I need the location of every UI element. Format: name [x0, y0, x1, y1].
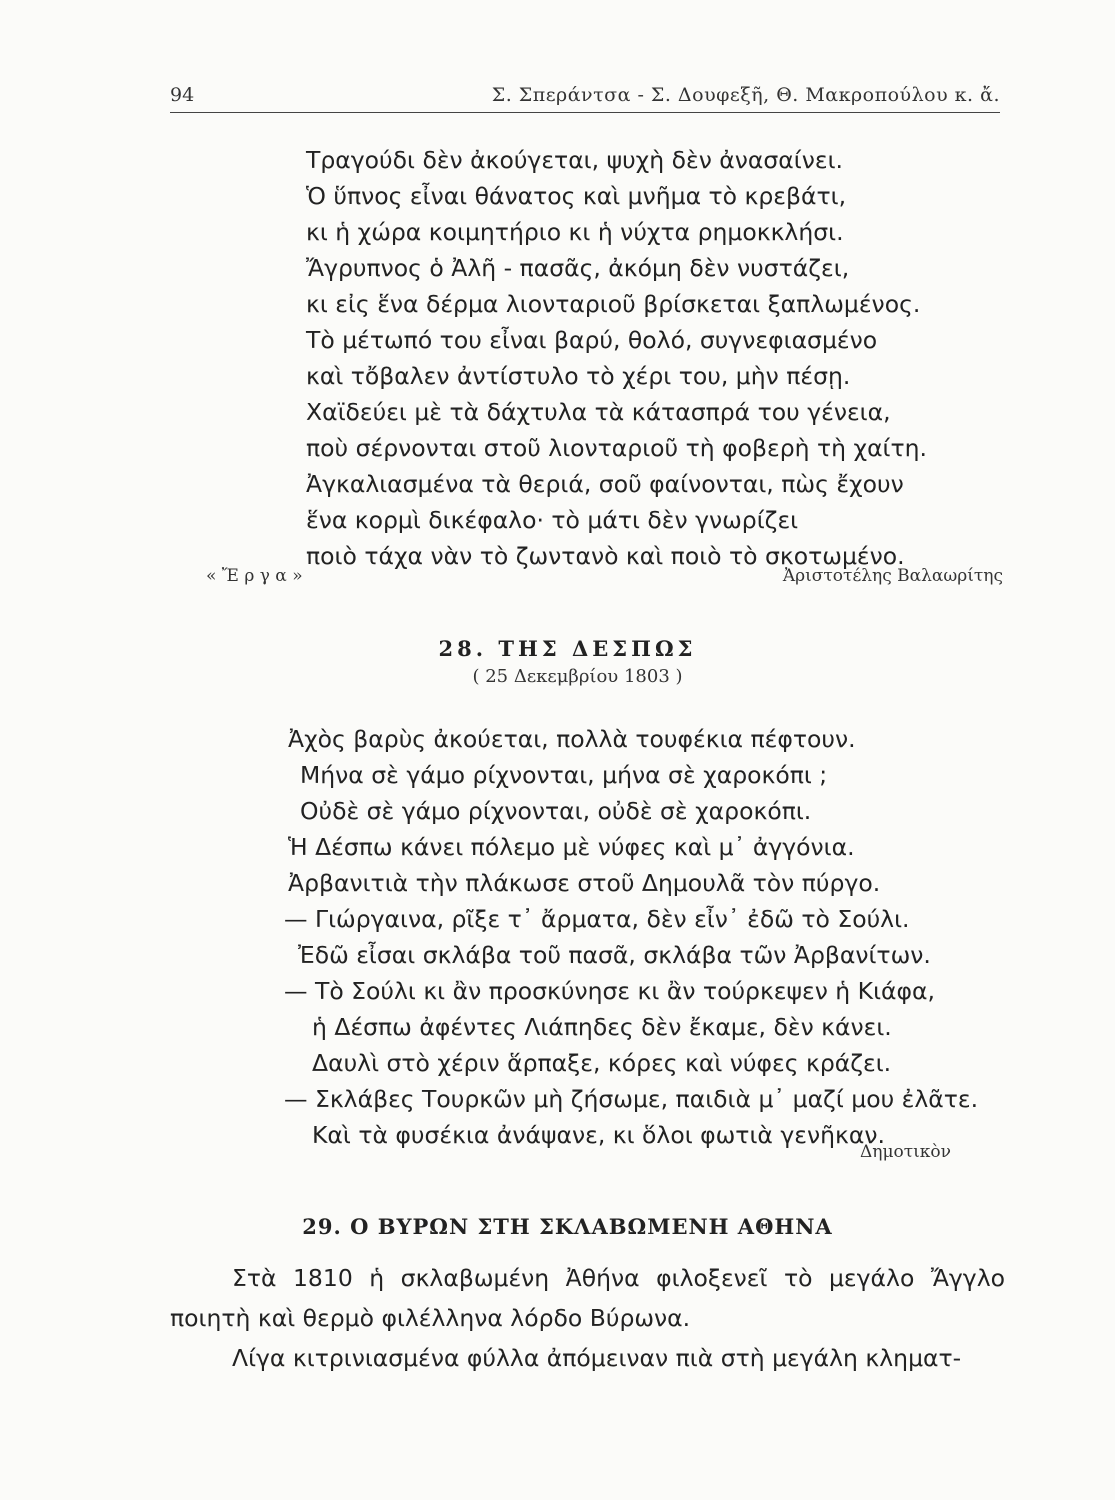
- verse-line: Ἐδῶ εἶσαι σκλάβα τοῦ πασᾶ, σκλάβα τῶν Ἀρβανίτων.: [298, 941, 931, 969]
- verse-line: ἡ Δέσπω ἀφέντες Λιάπηδες δὲν ἔκαμε, δὲν κάνει.: [312, 1013, 892, 1041]
- section-28-title: 28. ΤΗΣ ΔΕΣΠΩΣ: [438, 636, 697, 661]
- verse-line: Ἀγκαλιασμένα τὰ θεριά, σοῦ φαίνονται, πὼς ἔχουν: [306, 470, 904, 498]
- poem2-attribution: Δημοτικὸν: [859, 1142, 951, 1162]
- verse-line: — Γιώργαινα, ρῖξε τ᾽ ἄρματα, δὲν εἶν᾽ ἐδῶ τὸ Σούλι.: [284, 905, 910, 933]
- running-head-authors: Σ. Σπεράντσα - Σ. Δουφεξῆ, Θ. Μακροπούλου κ. ἄ.: [491, 84, 1000, 106]
- section-29-paragraph: Στὰ 1810 ἡ σκλαβωμένη Ἀθήνα φιλοξενεῖ τὸ μεγάλο Ἄγγλο ποιητὴ καὶ θερμὸ φιλέλληνα λόρδο Βύρωνα.: [170, 1264, 1005, 1332]
- verse-line: Οὐδὲ σὲ γάμο ρίχνονται, οὐδὲ σὲ χαροκόπι.: [300, 797, 812, 825]
- verse-line: — Σκλάβες Τουρκῶν μὴ ζήσωμε, παιδιὰ μ᾽ μαζί μου ἐλᾶτε.: [284, 1085, 979, 1113]
- verse-line: — Τὸ Σούλι κι ἂν προσκύνησε κι ἂν τούρκεψεν ἡ Κιάφα,: [284, 977, 935, 1005]
- verse-line: Δαυλὶ στὸ χέριν ἅρπαξε, κόρες καὶ νύφες κράζει.: [312, 1049, 892, 1077]
- verse-line: κι εἰς ἕνα δέρμα λιονταριοῦ βρίσκεται ξαπλωμένος.: [306, 290, 921, 318]
- section-29-paragraph: Λίγα κιτρινιασμένα φύλλα ἀπόμειναν πιὰ στὴ μεγάλη κληματ-: [232, 1344, 962, 1372]
- verse-line: Ὁ ὕπνος εἶναι θάνατος καὶ μνῆμα τὸ κρεβάτι,: [306, 182, 847, 210]
- verse-line: ποὺ σέρνονται στοῦ λιονταριοῦ τὴ φοβερὴ τὴ χαίτη.: [306, 434, 928, 462]
- section-28-subtitle: ( 25 Δεκεμβρίου 1803 ): [472, 666, 683, 687]
- section-29-title: 29. Ο ΒΥΡΩΝ ΣΤΗ ΣΚΛΑΒΩΜΕΝΗ ΑΘΗΝΑ: [302, 1214, 833, 1239]
- running-head: [170, 84, 1000, 110]
- verse-line: κι ἡ χώρα κοιμητήριο κι ἡ νύχτα ρημοκκλήσι.: [306, 218, 844, 246]
- verse-line: Ἀρβανιτιὰ τὴν πλάκωσε στοῦ Δημουλᾶ τὸν πύργο.: [288, 869, 881, 897]
- verse-line: Μήνα σὲ γάμο ρίχνονται, μήνα σὲ χαροκόπι ;: [300, 761, 828, 789]
- verse-line: Καὶ τὰ φυσέκια ἀνάψανε, κι ὅλοι φωτιὰ γενῆκαν.: [312, 1121, 885, 1149]
- poem1-source: « Ἔ ρ γ α »: [206, 566, 303, 586]
- verse-line: Ἄγρυπνος ὁ Ἀλῆ - πασᾶς, ἀκόμη δὲν νυστάζει,: [306, 254, 850, 282]
- verse-line: καὶ τὄβαλεν ἀντίστυλο τὸ χέρι του, μὴν πέσῃ.: [306, 362, 851, 390]
- verse-line: Τὸ μέτωπό του εἶναι βαρύ, θολό, συγνεφιασμένο: [306, 326, 878, 354]
- header-rule: [170, 112, 1000, 113]
- verse-line: ἕνα κορμὶ δικέφαλο· τὸ μάτι δὲν γνωρίζει: [306, 506, 799, 534]
- poem1-author: Ἀριστοτέλης Βαλαωρίτης: [782, 566, 1003, 586]
- verse-line: Ἡ Δέσπω κάνει πόλεμο μὲ νύφες καὶ μ᾽ ἀγγόνια.: [288, 833, 855, 861]
- verse-line: Τραγούδι δὲν ἀκούγεται, ψυχὴ δὲν ἀνασαίνει.: [306, 146, 843, 174]
- verse-line: Ἀχὸς βαρὺς ἀκούεται, πολλὰ τουφέκια πέφτουν.: [288, 725, 856, 753]
- verse-line: ποιὸ τάχα νὰν τὸ ζωντανὸ καὶ ποιὸ τὸ σκοτωμένο.: [306, 542, 905, 570]
- verse-line: Χαϊδεύει μὲ τὰ δάχτυλα τὰ κάτασπρά του γένεια,: [306, 398, 891, 426]
- page-number: 94: [170, 84, 195, 106]
